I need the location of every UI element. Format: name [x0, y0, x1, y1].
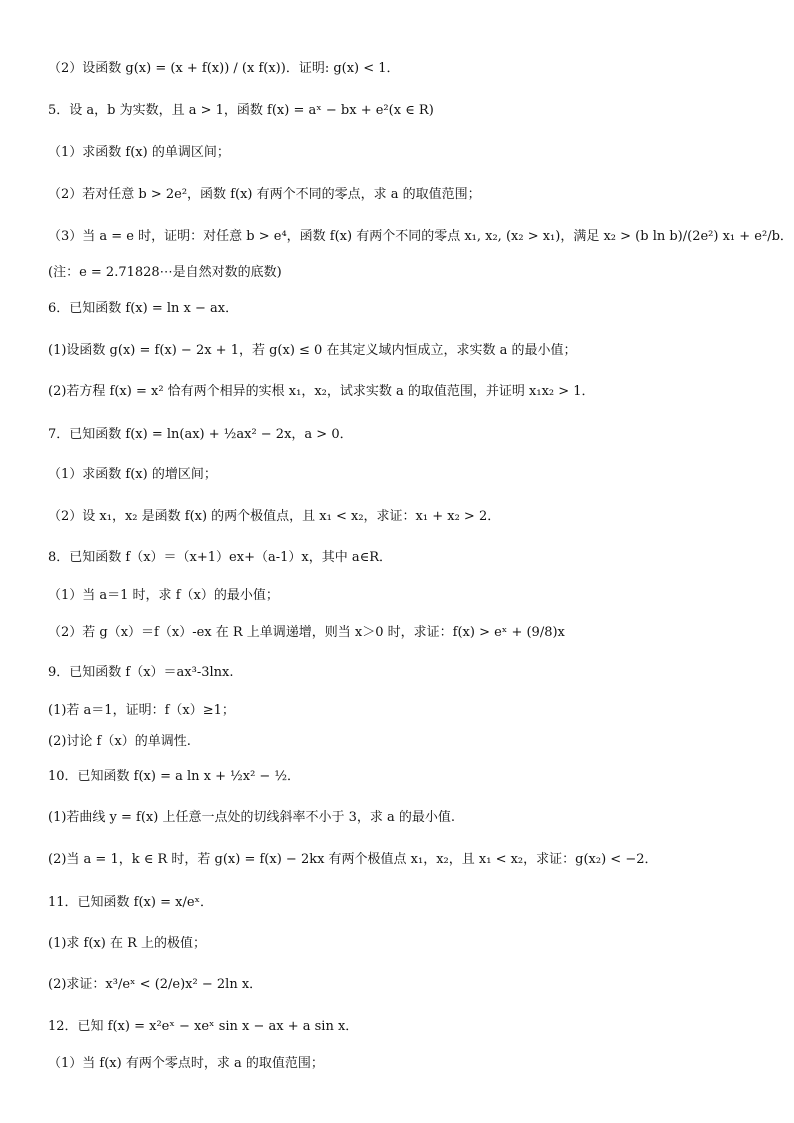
problem-11-part-1: (1)求 f(x) 在 R 上的极值；: [48, 936, 207, 951]
problem-7-part-2: （2）设 x₁，x₂ 是函数 f(x) 的两个极值点，且 x₁ < x₂，求证：x₁ + x₂ > 2．: [48, 509, 501, 524]
problem-9-part-1: (1)若 a＝1，证明：f（x）≥1；: [48, 703, 235, 718]
problem-10-part-1: (1)若曲线 y = f(x) 上任意一点处的切线斜率不小于 3，求 a 的最小值.: [48, 810, 456, 825]
problem-8-part-1: （1）当 a＝1 时，求 f（x）的最小值；: [48, 588, 279, 603]
problem-12-part-1: （1）当 f(x) 有两个零点时，求 a 的取值范围；: [48, 1056, 324, 1071]
problem-11-stem: 11．已知函数 f(x) = x/eˣ．: [48, 895, 214, 910]
problem-5-part-3: （3）当 a = e 时，证明：对任意 b > e⁴，函数 f(x) 有两个不同的零点 x₁, x₂, (x₂ > x₁)，满足 x₂ > (b ln b)/(2e²) x₁ + e²/b．: [48, 229, 793, 244]
problem-7-part-1: （1）求函数 f(x) 的增区间；: [48, 467, 217, 482]
problem-6-part-1: (1)设函数 g(x) = f(x) − 2x + 1，若 g(x) ≤ 0 在其定义域内恒成立，求实数 a 的最小值；: [48, 343, 577, 358]
problem-9-part-2: (2)讨论 f（x）的单调性.: [48, 734, 191, 749]
problem-11-part-2: (2)求证：x³/eˣ < (2/e)x² − 2ln x．: [48, 977, 263, 992]
problem-4-part-2: （2）设函数 g(x) = (x + f(x)) / (x f(x))．证明: g(x) < 1．: [48, 61, 400, 76]
problem-6-stem: 6．已知函数 f(x) = ln x − ax．: [48, 301, 239, 316]
problem-6-part-2: (2)若方程 f(x) = x² 恰有两个相异的实根 x₁，x₂，试求实数 a 的取值范围，并证明 x₁x₂ > 1．: [48, 384, 595, 399]
problem-10-part-2: (2)当 a = 1，k ∈ R 时，若 g(x) = f(x) − 2kx 有两个极值点 x₁，x₂，且 x₁ < x₂，求证：g(x₂) < −2．: [48, 852, 658, 867]
problem-5-stem: 5．设 a，b 为实数，且 a > 1，函数 f(x) = aˣ − bx + e²(x ∈ R): [48, 103, 434, 118]
problem-12-stem: 12．已知 f(x) = x²eˣ − xeˣ sin x − ax + a sin x．: [48, 1019, 359, 1034]
problem-5-part-1: （1）求函数 f(x) 的单调区间；: [48, 145, 230, 160]
problem-8-stem: 8．已知函数 f（x）＝（x+1）ex+（a-1）x，其中 a∈R．: [48, 550, 392, 565]
problem-9-stem: 9．已知函数 f（x）＝ax³-3lnx.: [48, 665, 234, 680]
problem-5-note: (注：e = 2.71828⋯是自然对数的底数): [48, 265, 282, 280]
problem-8-part-2: （2）若 g（x）＝f（x）-ex 在 R 上单调递增，则当 x＞0 时，求证：f(x) > eˣ + (9/8)x: [48, 625, 565, 640]
problem-10-stem: 10．已知函数 f(x) = a ln x + ½x² − ½．: [48, 769, 301, 784]
problem-5-part-2: （2）若对任意 b > 2e²，函数 f(x) 有两个不同的零点，求 a 的取值范围；: [48, 187, 481, 202]
problem-7-stem: 7．已知函数 f(x) = ln(ax) + ½ax² − 2x，a > 0．: [48, 427, 353, 442]
